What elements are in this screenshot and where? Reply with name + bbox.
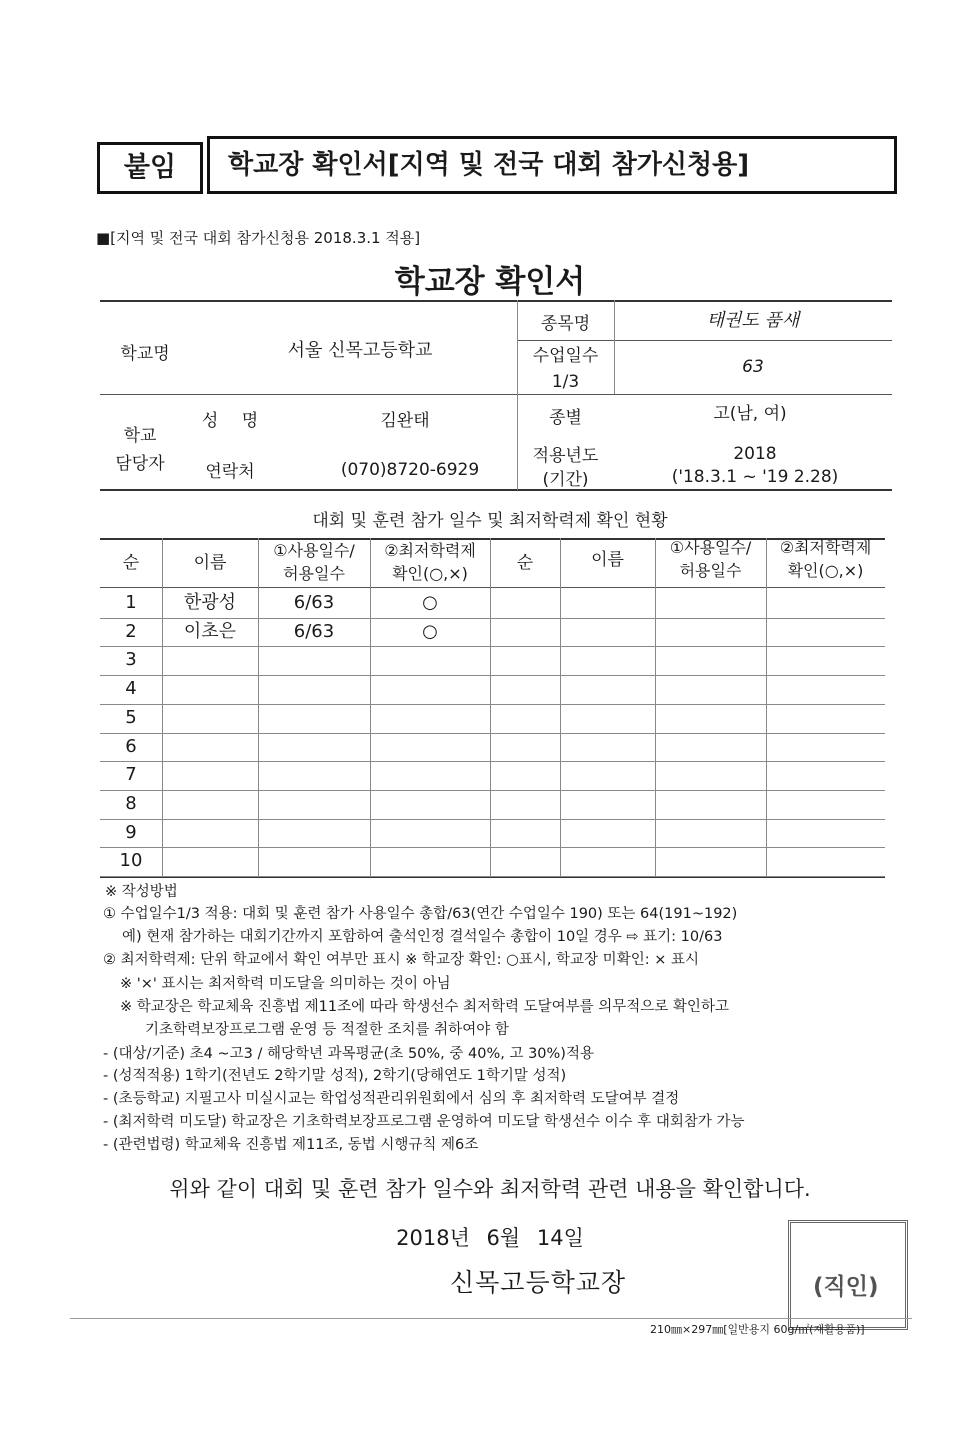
table-caption: 대회 및 훈련 참가 일수 및 최저학력제 확인 현황: [312, 511, 668, 531]
gender-value: 고(남, 여): [713, 404, 787, 424]
event-value: 태권도 품새: [706, 310, 800, 331]
table-row-days: 6/63: [293, 592, 335, 613]
table-row-no: 5: [125, 706, 137, 728]
table-row-no: 7: [125, 764, 137, 786]
contact-label: 연락처: [205, 462, 255, 482]
days-label-2: 1/3: [551, 372, 580, 392]
school-seal: [788, 1220, 908, 1330]
table-row-no: 6: [125, 735, 137, 757]
note-line: 예) 현재 참가하는 대회기간까지 포함하여 출석인정 결석일수 총합이 10일 경우 ⇨ 표기: 10/63: [122, 929, 723, 945]
note-line: 기초학력보장프로그램 운영 등 적절한 조치를 취하여야 함: [145, 1022, 509, 1038]
header-name-right: 이름: [591, 550, 624, 570]
note-line: - (관련법령) 학교체육 진흥법 제11조, 동법 시행규칙 제6조: [103, 1137, 479, 1153]
header-days-2: 허용일수: [283, 564, 345, 583]
table-row-check: ○: [422, 620, 438, 642]
confirm-date: 2018년 6월 14일: [396, 1226, 584, 1250]
note-line: - (성적적용) 1학기(전년도 2학기말 성적), 2학기(당해연도 1학기말 성적): [103, 1068, 567, 1084]
name-label: 성 명: [201, 411, 259, 431]
school-value: 서울 신목고등학교: [287, 340, 433, 361]
header-days-1: ①사용일수/: [273, 541, 355, 560]
attachment-tag-text: 붙임: [123, 152, 177, 183]
header-days-1-right: ①사용일수/: [669, 538, 752, 557]
table-row-name: 한광성: [183, 592, 237, 613]
gender-label: 종별: [549, 408, 582, 428]
table-row-no: 4: [125, 678, 137, 700]
school-label: 학교명: [120, 344, 170, 364]
document-title: 학교장 확인서: [394, 264, 586, 300]
header-name: 이름: [193, 553, 227, 573]
manager-label-1: 학교: [123, 426, 157, 446]
note-line: ※ 작성방법: [105, 884, 178, 900]
header-days-2-right: 허용일수: [679, 561, 742, 580]
table-row-no: 8: [125, 792, 137, 814]
header-check-1-right: ②최저학력제: [779, 538, 872, 557]
name-value: 김완태: [380, 411, 430, 431]
days-value: 63: [742, 357, 764, 377]
year-label-1: 적용년도: [532, 446, 599, 466]
paper-spec-footer: 210㎜×297㎜[일반용지 60g/㎡(재활용품)]: [650, 1323, 865, 1336]
header-check-1: ②최저학력제: [384, 541, 476, 560]
year-value-1: 2018: [733, 444, 777, 464]
header-no-right: 순: [516, 553, 534, 573]
table-row-no: 2: [125, 620, 137, 642]
note-line: - (초등학교) 지필고사 미실시교는 학업성적관리위원회에서 심의 후 최저학력 도달여부 결정: [103, 1091, 680, 1107]
year-label-2: (기간): [542, 470, 589, 490]
seal-text: (직인): [813, 1274, 879, 1300]
form-title: 학교장 확인서[지역 및 전국 대회 참가신청용]: [228, 150, 750, 180]
confirm-text: 위와 같이 대회 및 훈련 참가 일수와 최저학력 관련 내용을 확인합니다.: [169, 1177, 811, 1201]
table-row-name: 이초은: [183, 620, 237, 642]
table-row-no: 3: [125, 649, 137, 671]
note-line: - (최저학력 미도달) 학교장은 기초학력보장프로그램 운영하여 미도달 학생선수 이수 후 대회참가 가능: [103, 1114, 745, 1130]
note-line: ② 최저학력제: 단위 학교에서 확인 여부만 표시 ※ 학교장 확인: ○표시, 학교장 미확인: × 표시: [103, 952, 699, 968]
note-line: ※ '×' 표시는 최저학력 미도달을 의미하는 것이 아님: [120, 976, 451, 992]
header-no: 순: [122, 553, 140, 573]
attachment-tag: [97, 142, 203, 194]
sub-note: ■[지역 및 전국 대회 참가신청용 2018.3.1 적용]: [96, 229, 421, 247]
manager-label-2: 담당자: [115, 454, 165, 474]
note-line: ① 수업일수1/3 적용: 대회 및 훈련 참가 사용일수 총합/63(연간 수업일수 190) 또는 64(191~192): [103, 906, 738, 922]
table-row-no: 9: [125, 821, 137, 843]
note-line: ※ 학교장은 학교체육 진흥법 제11조에 따라 학생선수 최저학력 도달여부를 의무적으로 확인하고: [120, 999, 729, 1015]
header-check-2-right: 확인(○,×): [787, 561, 864, 580]
event-label: 종목명: [540, 314, 591, 334]
contact-value: (070)8720-6929: [340, 460, 480, 480]
signer-name: 신목고등학교장: [450, 1268, 627, 1297]
table-row-no: 1: [125, 592, 137, 613]
days-label-1: 수업일수: [532, 346, 599, 366]
table-row-days: 6/63: [293, 620, 335, 642]
table-row-check: ○: [422, 592, 438, 613]
header-check-2: 확인(○,×): [392, 564, 468, 583]
note-line: - (대상/기준) 초4 ~고3 / 해당학년 과목평균(초 50%, 중 40%, 고 30%)적용: [103, 1046, 594, 1062]
table-row-no: 10: [119, 850, 143, 872]
year-value-2: ('18.3.1 ~ '19 2.28): [671, 467, 839, 487]
form-title-box: [207, 136, 897, 194]
